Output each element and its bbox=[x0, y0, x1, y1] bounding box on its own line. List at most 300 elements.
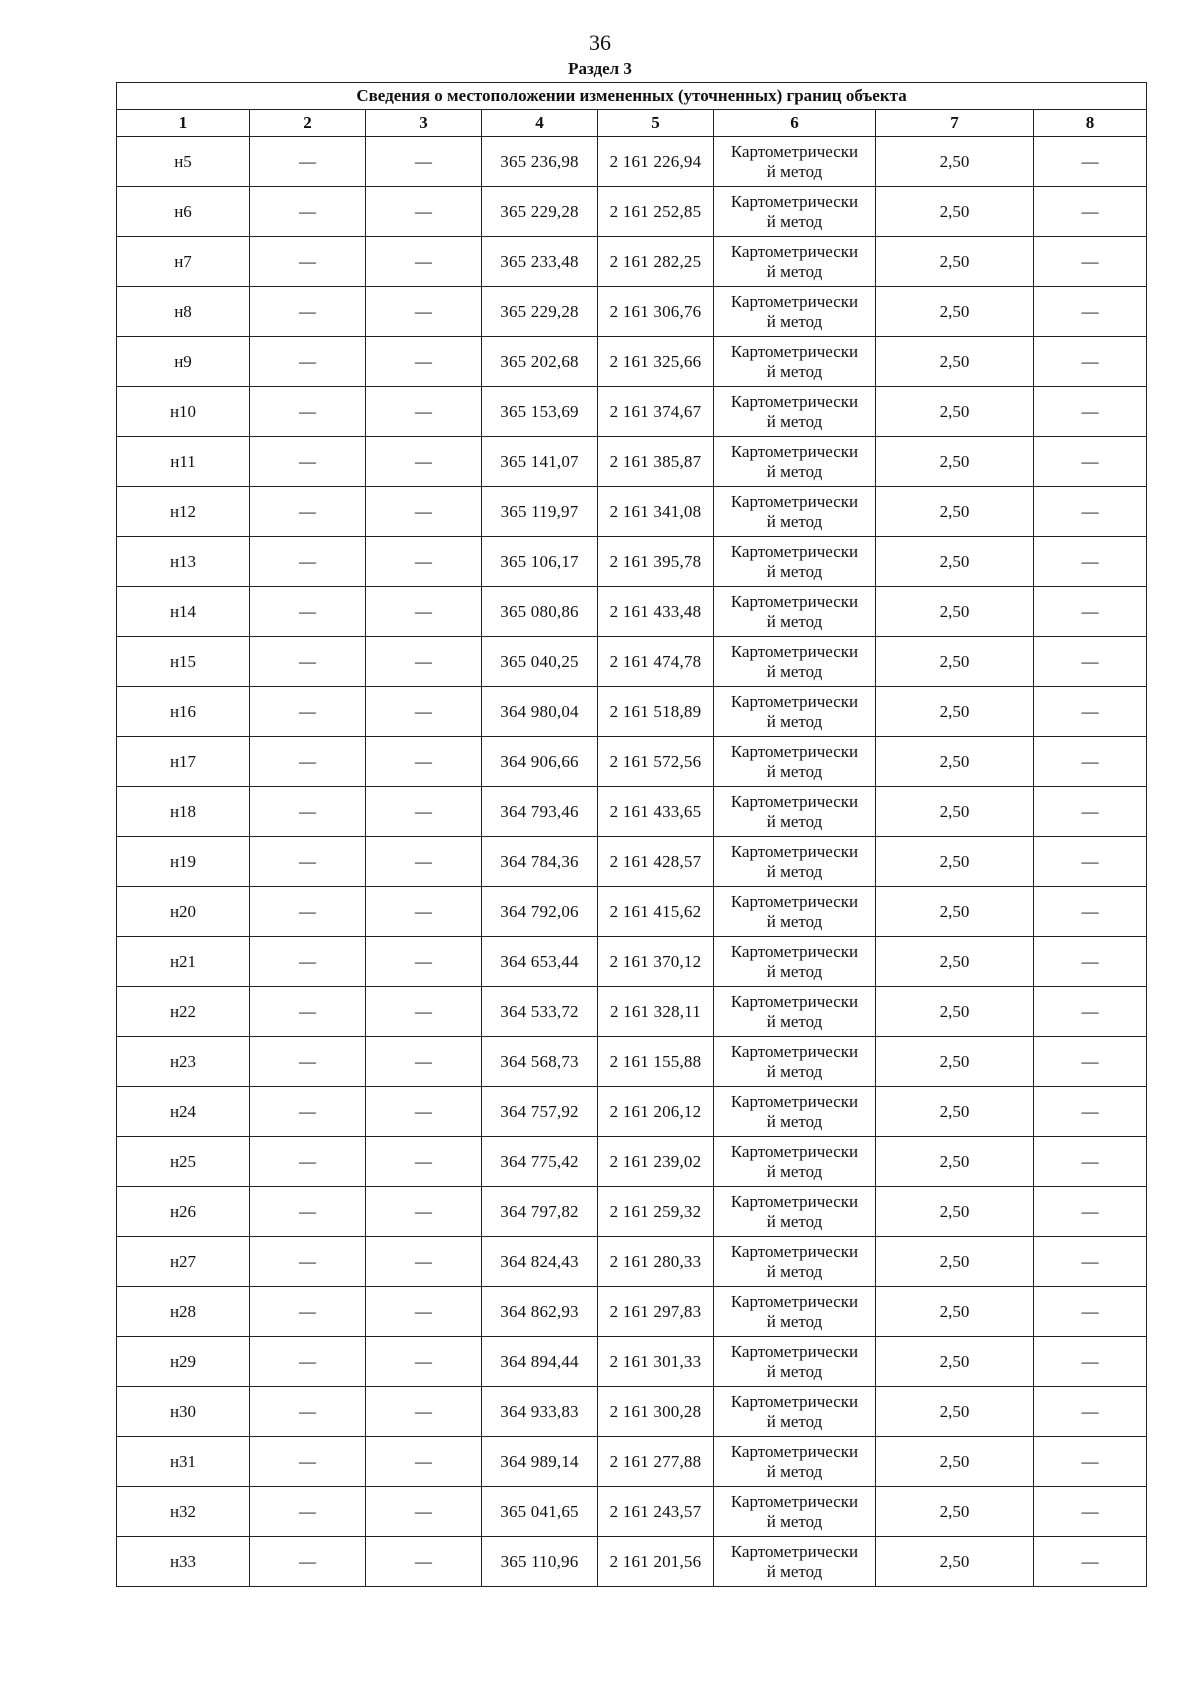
col2-cell: — bbox=[250, 1537, 366, 1587]
method-line-1: Картометрически bbox=[730, 541, 859, 561]
point-id-cell: н25 bbox=[117, 1137, 250, 1187]
column-header-3: 3 bbox=[366, 110, 482, 137]
coord-y-cell: 2 161 259,32 bbox=[598, 1187, 714, 1237]
table-row bbox=[117, 437, 1147, 487]
col2-cell: — bbox=[250, 1037, 366, 1087]
method-line-1: Картометрически bbox=[730, 841, 859, 861]
col3-cell: — bbox=[366, 1537, 482, 1587]
col2-cell: — bbox=[250, 1437, 366, 1487]
col8-cell: — bbox=[1034, 737, 1147, 787]
point-id-cell: н29 bbox=[117, 1337, 250, 1387]
point-id-cell: н20 bbox=[117, 887, 250, 937]
table-row bbox=[117, 687, 1147, 737]
column-header-1: 1 bbox=[117, 110, 250, 137]
col3-cell: — bbox=[366, 1287, 482, 1337]
table-row bbox=[117, 1087, 1147, 1137]
table-row bbox=[117, 137, 1147, 187]
accuracy-cell: 2,50 bbox=[876, 1087, 1034, 1137]
accuracy-cell: 2,50 bbox=[876, 387, 1034, 437]
method-cell bbox=[714, 1437, 876, 1487]
col3-cell: — bbox=[366, 337, 482, 387]
method-cell bbox=[714, 387, 876, 437]
method-line-1: Картометрически bbox=[730, 391, 859, 411]
method-line-2: й метод bbox=[766, 1261, 823, 1281]
coord-x-cell: 365 202,68 bbox=[482, 337, 598, 387]
col8-cell: — bbox=[1034, 137, 1147, 187]
method-line-2: й метод bbox=[766, 361, 823, 381]
accuracy-cell: 2,50 bbox=[876, 1487, 1034, 1537]
accuracy-cell: 2,50 bbox=[876, 687, 1034, 737]
col8-cell: — bbox=[1034, 987, 1147, 1037]
method-cell bbox=[714, 1037, 876, 1087]
coord-x-cell: 364 980,04 bbox=[482, 687, 598, 737]
col3-cell: — bbox=[366, 637, 482, 687]
table-row bbox=[117, 1437, 1147, 1487]
method-line-1: Картометрически bbox=[730, 691, 859, 711]
accuracy-cell: 2,50 bbox=[876, 1187, 1034, 1237]
method-line-1: Картометрически bbox=[730, 1091, 859, 1111]
point-id-cell: н9 bbox=[117, 337, 250, 387]
method-line-1: Картометрически bbox=[730, 1541, 859, 1561]
table-row bbox=[117, 1487, 1147, 1537]
accuracy-cell: 2,50 bbox=[876, 1137, 1034, 1187]
table-row bbox=[117, 787, 1147, 837]
method-cell bbox=[714, 787, 876, 837]
table-row bbox=[117, 887, 1147, 937]
method-line-1: Картометрически bbox=[730, 291, 859, 311]
accuracy-cell: 2,50 bbox=[876, 987, 1034, 1037]
method-line-1: Картометрически bbox=[730, 791, 859, 811]
column-header-6: 6 bbox=[714, 110, 876, 137]
table-row bbox=[117, 337, 1147, 387]
point-id-cell: н21 bbox=[117, 937, 250, 987]
col2-cell: — bbox=[250, 1087, 366, 1137]
coord-y-cell: 2 161 325,66 bbox=[598, 337, 714, 387]
coord-y-cell: 2 161 433,48 bbox=[598, 587, 714, 637]
col3-cell: — bbox=[366, 1137, 482, 1187]
col3-cell: — bbox=[366, 1337, 482, 1387]
col2-cell: — bbox=[250, 987, 366, 1037]
column-header-8: 8 bbox=[1034, 110, 1147, 137]
column-header-4: 4 bbox=[482, 110, 598, 137]
coord-y-cell: 2 161 374,67 bbox=[598, 387, 714, 437]
col8-cell: — bbox=[1034, 937, 1147, 987]
table-row bbox=[117, 987, 1147, 1037]
coord-x-cell: 365 229,28 bbox=[482, 287, 598, 337]
method-line-2: й метод bbox=[766, 1411, 823, 1431]
point-id-cell: н5 bbox=[117, 137, 250, 187]
col3-cell: — bbox=[366, 837, 482, 887]
point-id-cell: н30 bbox=[117, 1387, 250, 1437]
method-line-2: й метод bbox=[766, 511, 823, 531]
col2-cell: — bbox=[250, 137, 366, 187]
method-line-1: Картометрически bbox=[730, 441, 859, 461]
column-header-5: 5 bbox=[598, 110, 714, 137]
coord-x-cell: 365 233,48 bbox=[482, 237, 598, 287]
col8-cell: — bbox=[1034, 1537, 1147, 1587]
table-row bbox=[117, 1187, 1147, 1237]
method-line-2: й метод bbox=[766, 1361, 823, 1381]
method-cell bbox=[714, 187, 876, 237]
method-cell bbox=[714, 837, 876, 887]
col8-cell: — bbox=[1034, 1387, 1147, 1437]
method-cell bbox=[714, 287, 876, 337]
accuracy-cell: 2,50 bbox=[876, 737, 1034, 787]
col3-cell: — bbox=[366, 887, 482, 937]
method-line-2: й метод bbox=[766, 211, 823, 231]
point-id-cell: н27 bbox=[117, 1237, 250, 1287]
col8-cell: — bbox=[1034, 1437, 1147, 1487]
point-id-cell: н17 bbox=[117, 737, 250, 787]
col8-cell: — bbox=[1034, 587, 1147, 637]
col8-cell: — bbox=[1034, 787, 1147, 837]
accuracy-cell: 2,50 bbox=[876, 587, 1034, 637]
col3-cell: — bbox=[366, 487, 482, 537]
col3-cell: — bbox=[366, 987, 482, 1037]
col2-cell: — bbox=[250, 537, 366, 587]
coord-x-cell: 364 568,73 bbox=[482, 1037, 598, 1087]
method-line-1: Картометрически bbox=[730, 141, 859, 161]
col2-cell: — bbox=[250, 1287, 366, 1337]
coord-y-cell: 2 161 518,89 bbox=[598, 687, 714, 737]
method-line-2: й метод bbox=[766, 1161, 823, 1181]
coord-y-cell: 2 161 433,65 bbox=[598, 787, 714, 837]
accuracy-cell: 2,50 bbox=[876, 1237, 1034, 1287]
col2-cell: — bbox=[250, 437, 366, 487]
table-row bbox=[117, 837, 1147, 887]
col8-cell: — bbox=[1034, 887, 1147, 937]
coord-y-cell: 2 161 206,12 bbox=[598, 1087, 714, 1137]
col3-cell: — bbox=[366, 287, 482, 337]
coord-x-cell: 364 792,06 bbox=[482, 887, 598, 937]
col8-cell: — bbox=[1034, 187, 1147, 237]
method-cell bbox=[714, 1137, 876, 1187]
table-row bbox=[117, 937, 1147, 987]
col2-cell: — bbox=[250, 287, 366, 337]
col8-cell: — bbox=[1034, 1237, 1147, 1287]
method-cell bbox=[714, 1237, 876, 1287]
coord-y-cell: 2 161 301,33 bbox=[598, 1337, 714, 1387]
method-line-1: Картометрически bbox=[730, 191, 859, 211]
method-cell bbox=[714, 637, 876, 687]
coord-y-cell: 2 161 395,78 bbox=[598, 537, 714, 587]
method-line-2: й метод bbox=[766, 811, 823, 831]
method-line-2: й метод bbox=[766, 1111, 823, 1131]
col2-cell: — bbox=[250, 237, 366, 287]
method-cell bbox=[714, 887, 876, 937]
coord-y-cell: 2 161 415,62 bbox=[598, 887, 714, 937]
coord-y-cell: 2 161 226,94 bbox=[598, 137, 714, 187]
method-cell bbox=[714, 537, 876, 587]
point-id-cell: н15 bbox=[117, 637, 250, 687]
point-id-cell: н10 bbox=[117, 387, 250, 437]
method-cell bbox=[714, 1487, 876, 1537]
method-line-2: й метод bbox=[766, 261, 823, 281]
col8-cell: — bbox=[1034, 487, 1147, 537]
table-row bbox=[117, 1137, 1147, 1187]
method-line-2: й метод bbox=[766, 1211, 823, 1231]
col3-cell: — bbox=[366, 1237, 482, 1287]
method-cell bbox=[714, 1537, 876, 1587]
point-id-cell: н12 bbox=[117, 487, 250, 537]
coord-y-cell: 2 161 239,02 bbox=[598, 1137, 714, 1187]
coord-y-cell: 2 161 282,25 bbox=[598, 237, 714, 287]
accuracy-cell: 2,50 bbox=[876, 1537, 1034, 1587]
col8-cell: — bbox=[1034, 1487, 1147, 1537]
method-cell bbox=[714, 1287, 876, 1337]
method-line-2: й метод bbox=[766, 311, 823, 331]
method-line-1: Картометрически bbox=[730, 741, 859, 761]
method-cell bbox=[714, 937, 876, 987]
accuracy-cell: 2,50 bbox=[876, 1037, 1034, 1087]
col8-cell: — bbox=[1034, 287, 1147, 337]
coord-y-cell: 2 161 243,57 bbox=[598, 1487, 714, 1537]
accuracy-cell: 2,50 bbox=[876, 1387, 1034, 1437]
method-cell bbox=[714, 687, 876, 737]
col3-cell: — bbox=[366, 137, 482, 187]
coord-y-cell: 2 161 341,08 bbox=[598, 487, 714, 537]
method-line-2: й метод bbox=[766, 611, 823, 631]
col3-cell: — bbox=[366, 937, 482, 987]
coord-x-cell: 365 236,98 bbox=[482, 137, 598, 187]
col2-cell: — bbox=[250, 587, 366, 637]
col2-cell: — bbox=[250, 1337, 366, 1387]
method-line-2: й метод bbox=[766, 961, 823, 981]
method-line-2: й метод bbox=[766, 1061, 823, 1081]
coord-x-cell: 364 989,14 bbox=[482, 1437, 598, 1487]
col3-cell: — bbox=[366, 1437, 482, 1487]
point-id-cell: н31 bbox=[117, 1437, 250, 1487]
caption-row bbox=[117, 83, 1147, 110]
col8-cell: — bbox=[1034, 437, 1147, 487]
coord-y-cell: 2 161 297,83 bbox=[598, 1287, 714, 1337]
col8-cell: — bbox=[1034, 337, 1147, 387]
col3-cell: — bbox=[366, 237, 482, 287]
col3-cell: — bbox=[366, 737, 482, 787]
method-cell bbox=[714, 437, 876, 487]
method-line-1: Картометрически bbox=[730, 1441, 859, 1461]
col3-cell: — bbox=[366, 687, 482, 737]
coord-y-cell: 2 161 277,88 bbox=[598, 1437, 714, 1487]
method-line-2: й метод bbox=[766, 911, 823, 931]
accuracy-cell: 2,50 bbox=[876, 287, 1034, 337]
method-cell bbox=[714, 137, 876, 187]
col2-cell: — bbox=[250, 1387, 366, 1437]
table-row bbox=[117, 737, 1147, 787]
accuracy-cell: 2,50 bbox=[876, 337, 1034, 387]
col3-cell: — bbox=[366, 387, 482, 437]
coord-y-cell: 2 161 300,28 bbox=[598, 1387, 714, 1437]
coord-x-cell: 364 757,92 bbox=[482, 1087, 598, 1137]
col2-cell: — bbox=[250, 737, 366, 787]
col2-cell: — bbox=[250, 837, 366, 887]
method-line-1: Картометрически bbox=[730, 1391, 859, 1411]
col2-cell: — bbox=[250, 487, 366, 537]
method-line-2: й метод bbox=[766, 661, 823, 681]
coord-x-cell: 365 141,07 bbox=[482, 437, 598, 487]
col8-cell: — bbox=[1034, 1287, 1147, 1337]
method-line-1: Картометрически bbox=[730, 341, 859, 361]
method-line-2: й метод bbox=[766, 861, 823, 881]
col2-cell: — bbox=[250, 387, 366, 437]
table-row bbox=[117, 287, 1147, 337]
accuracy-cell: 2,50 bbox=[876, 187, 1034, 237]
method-line-1: Картометрически bbox=[730, 941, 859, 961]
col2-cell: — bbox=[250, 637, 366, 687]
method-line-1: Картометрически bbox=[730, 641, 859, 661]
col8-cell: — bbox=[1034, 537, 1147, 587]
point-id-cell: н23 bbox=[117, 1037, 250, 1087]
method-line-2: й метод bbox=[766, 461, 823, 481]
coord-x-cell: 365 229,28 bbox=[482, 187, 598, 237]
coord-y-cell: 2 161 155,88 bbox=[598, 1037, 714, 1087]
point-id-cell: н19 bbox=[117, 837, 250, 887]
accuracy-cell: 2,50 bbox=[876, 1437, 1034, 1487]
point-id-cell: н16 bbox=[117, 687, 250, 737]
point-id-cell: н18 bbox=[117, 787, 250, 837]
coord-y-cell: 2 161 370,12 bbox=[598, 937, 714, 987]
method-line-1: Картометрически bbox=[730, 891, 859, 911]
col2-cell: — bbox=[250, 1187, 366, 1237]
method-line-2: й метод bbox=[766, 1461, 823, 1481]
col8-cell: — bbox=[1034, 837, 1147, 887]
coord-x-cell: 364 906,66 bbox=[482, 737, 598, 787]
method-line-1: Картометрически bbox=[730, 491, 859, 511]
col3-cell: — bbox=[366, 1037, 482, 1087]
method-cell bbox=[714, 1187, 876, 1237]
col8-cell: — bbox=[1034, 1087, 1147, 1137]
coord-x-cell: 365 110,96 bbox=[482, 1537, 598, 1587]
method-line-1: Картометрически bbox=[730, 1141, 859, 1161]
point-id-cell: н14 bbox=[117, 587, 250, 637]
point-id-cell: н8 bbox=[117, 287, 250, 337]
col2-cell: — bbox=[250, 1137, 366, 1187]
method-cell bbox=[714, 237, 876, 287]
col8-cell: — bbox=[1034, 387, 1147, 437]
coord-x-cell: 365 080,86 bbox=[482, 587, 598, 637]
accuracy-cell: 2,50 bbox=[876, 237, 1034, 287]
point-id-cell: н11 bbox=[117, 437, 250, 487]
table-row bbox=[117, 1387, 1147, 1437]
coord-x-cell: 365 106,17 bbox=[482, 537, 598, 587]
table-row bbox=[117, 1037, 1147, 1087]
col3-cell: — bbox=[366, 1487, 482, 1537]
point-id-cell: н13 bbox=[117, 537, 250, 587]
point-id-cell: н33 bbox=[117, 1537, 250, 1587]
method-line-2: й метод bbox=[766, 711, 823, 731]
accuracy-cell: 2,50 bbox=[876, 487, 1034, 537]
table-row bbox=[117, 1237, 1147, 1287]
coord-x-cell: 364 784,36 bbox=[482, 837, 598, 887]
col2-cell: — bbox=[250, 337, 366, 387]
table-row bbox=[117, 487, 1147, 537]
coord-x-cell: 365 040,25 bbox=[482, 637, 598, 687]
coord-x-cell: 364 653,44 bbox=[482, 937, 598, 987]
coord-y-cell: 2 161 201,56 bbox=[598, 1537, 714, 1587]
method-cell bbox=[714, 1387, 876, 1437]
table-row bbox=[117, 637, 1147, 687]
accuracy-cell: 2,50 bbox=[876, 887, 1034, 937]
method-line-1: Картометрически bbox=[730, 1341, 859, 1361]
method-line-1: Картометрически bbox=[730, 1241, 859, 1261]
boundary-points-table bbox=[116, 82, 1147, 1587]
method-line-1: Картометрически bbox=[730, 591, 859, 611]
method-line-2: й метод bbox=[766, 1311, 823, 1331]
coord-x-cell: 365 119,97 bbox=[482, 487, 598, 537]
method-line-1: Картометрически bbox=[730, 1491, 859, 1511]
method-line-2: й метод bbox=[766, 411, 823, 431]
coord-y-cell: 2 161 428,57 bbox=[598, 837, 714, 887]
method-line-2: й метод bbox=[766, 161, 823, 181]
accuracy-cell: 2,50 bbox=[876, 137, 1034, 187]
col3-cell: — bbox=[366, 537, 482, 587]
method-cell bbox=[714, 1087, 876, 1137]
col3-cell: — bbox=[366, 1387, 482, 1437]
col2-cell: — bbox=[250, 1487, 366, 1537]
col2-cell: — bbox=[250, 787, 366, 837]
method-line-2: й метод bbox=[766, 761, 823, 781]
col8-cell: — bbox=[1034, 1137, 1147, 1187]
coord-y-cell: 2 161 385,87 bbox=[598, 437, 714, 487]
table-row bbox=[117, 387, 1147, 437]
method-line-1: Картометрически bbox=[730, 1291, 859, 1311]
table-row bbox=[117, 1537, 1147, 1587]
accuracy-cell: 2,50 bbox=[876, 637, 1034, 687]
accuracy-cell: 2,50 bbox=[876, 1337, 1034, 1387]
method-cell bbox=[714, 487, 876, 537]
method-line-2: й метод bbox=[766, 1511, 823, 1531]
table-row bbox=[117, 1287, 1147, 1337]
coord-y-cell: 2 161 474,78 bbox=[598, 637, 714, 687]
col8-cell: — bbox=[1034, 1037, 1147, 1087]
coord-x-cell: 365 041,65 bbox=[482, 1487, 598, 1537]
point-id-cell: н28 bbox=[117, 1287, 250, 1337]
column-header-7: 7 bbox=[876, 110, 1034, 137]
coord-x-cell: 364 793,46 bbox=[482, 787, 598, 837]
coord-x-cell: 364 824,43 bbox=[482, 1237, 598, 1287]
column-header-2: 2 bbox=[250, 110, 366, 137]
coord-x-cell: 364 862,93 bbox=[482, 1287, 598, 1337]
point-id-cell: н22 bbox=[117, 987, 250, 1037]
col2-cell: — bbox=[250, 687, 366, 737]
table-row bbox=[117, 187, 1147, 237]
accuracy-cell: 2,50 bbox=[876, 1287, 1034, 1337]
col3-cell: — bbox=[366, 437, 482, 487]
col3-cell: — bbox=[366, 1087, 482, 1137]
point-id-cell: н32 bbox=[117, 1487, 250, 1537]
col3-cell: — bbox=[366, 787, 482, 837]
method-line-1: Картометрически bbox=[730, 241, 859, 261]
col3-cell: — bbox=[366, 187, 482, 237]
col2-cell: — bbox=[250, 887, 366, 937]
method-cell bbox=[714, 337, 876, 387]
table-row bbox=[117, 537, 1147, 587]
accuracy-cell: 2,50 bbox=[876, 537, 1034, 587]
col2-cell: — bbox=[250, 1237, 366, 1287]
method-cell bbox=[714, 587, 876, 637]
point-id-cell: н7 bbox=[117, 237, 250, 287]
coord-x-cell: 365 153,69 bbox=[482, 387, 598, 437]
table-caption: Сведения о местоположении измененных (уточненных) границ объекта bbox=[117, 83, 1147, 110]
column-number-row bbox=[117, 110, 1147, 137]
method-line-1: Картометрически bbox=[730, 1041, 859, 1061]
method-cell bbox=[714, 737, 876, 787]
col8-cell: — bbox=[1034, 1187, 1147, 1237]
accuracy-cell: 2,50 bbox=[876, 787, 1034, 837]
coord-y-cell: 2 161 572,56 bbox=[598, 737, 714, 787]
coord-x-cell: 364 933,83 bbox=[482, 1387, 598, 1437]
point-id-cell: н6 bbox=[117, 187, 250, 237]
